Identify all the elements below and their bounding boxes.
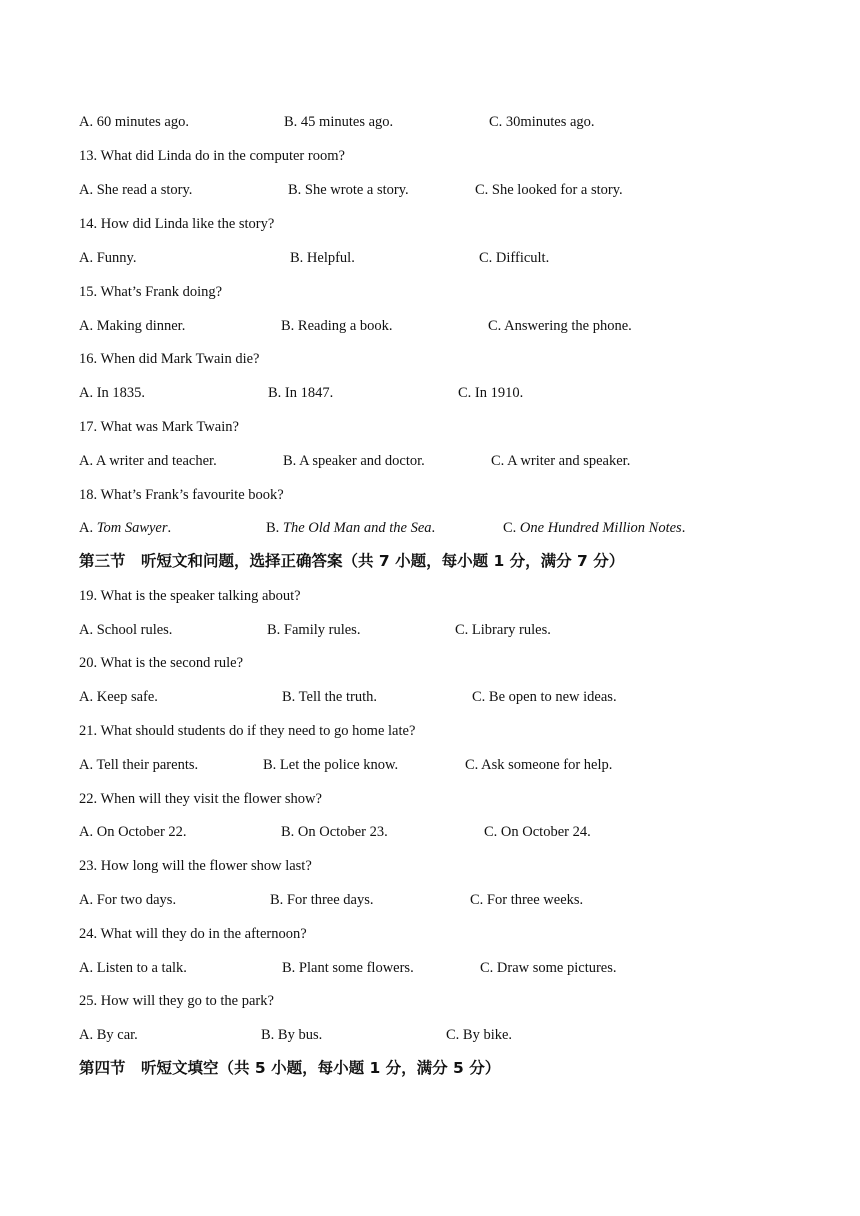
- option-a: A. Making dinner.: [79, 318, 186, 334]
- option-a: A. She read a story.: [79, 182, 193, 198]
- option-b: B. Helpful.: [290, 250, 355, 266]
- question-19: 19. What is the speaker talking about?: [79, 588, 301, 604]
- question-17: 17. What was Mark Twain?: [79, 419, 239, 435]
- option-a: A. Keep safe.: [79, 689, 158, 705]
- option-c: C. A writer and speaker.: [491, 453, 631, 469]
- option-a: A. By car.: [79, 1027, 138, 1043]
- option-b: B. Plant some flowers.: [282, 960, 414, 976]
- option-b: B. A speaker and doctor.: [283, 453, 425, 469]
- question-16: 16. When did Mark Twain die?: [79, 351, 260, 367]
- option-b: B. 45 minutes ago.: [284, 114, 394, 130]
- question-25: 25. How will they go to the park?: [79, 993, 274, 1009]
- option-a: A. A writer and teacher.: [79, 453, 217, 469]
- question-20: 20. What is the second rule?: [79, 655, 244, 671]
- option-b: B. Let the police know.: [263, 757, 399, 773]
- question-15: 15. What’s Frank doing?: [79, 284, 223, 300]
- book-title: The Old Man and the Sea: [282, 520, 432, 536]
- question-14: 14. How did Linda like the story?: [79, 216, 275, 232]
- option-a: A. 60 minutes ago.: [79, 114, 189, 130]
- option-c: C. Answering the phone.: [488, 318, 632, 334]
- option-a: A. For two days.: [79, 892, 177, 908]
- book-title: Tom Sawyer: [96, 520, 168, 536]
- question-18: 18. What’s Frank’s favourite book?: [79, 487, 284, 503]
- question-23: 23. How long will the flower show last?: [79, 858, 312, 874]
- question-13: 13. What did Linda do in the computer room?: [79, 148, 345, 164]
- question-21: 21. What should students do if they need to go home late?: [79, 723, 416, 739]
- option-b: B. By bus.: [261, 1027, 323, 1043]
- book-title: One Hundred Million Notes: [519, 520, 682, 536]
- option-b: B. For three days.: [270, 892, 374, 908]
- option-c: C. She looked for a story.: [475, 182, 623, 198]
- option-a: A. Tom Sawyer.: [79, 520, 172, 536]
- option-a: A. Listen to a talk.: [79, 960, 187, 976]
- option-b: B. The Old Man and the Sea.: [266, 520, 436, 536]
- option-b: B. In 1847.: [268, 385, 334, 401]
- option-b: B. She wrote a story.: [288, 182, 409, 198]
- question-22: 22. When will they visit the flower show?: [79, 791, 322, 807]
- option-c: C. On October 24.: [484, 824, 591, 840]
- option-c: C. By bike.: [446, 1027, 513, 1043]
- option-b: B. Family rules.: [267, 622, 361, 638]
- option-c: C. Ask someone for help.: [465, 757, 613, 773]
- option-c: C. Difficult.: [479, 250, 550, 266]
- option-c: C. Be open to new ideas.: [472, 689, 617, 705]
- question-24: 24. What will they do in the afternoon?: [79, 926, 307, 942]
- option-b: B. Tell the truth.: [282, 689, 377, 705]
- option-b: B. On October 23.: [281, 824, 388, 840]
- option-c: C. For three weeks.: [470, 892, 584, 908]
- option-c: C. In 1910.: [458, 385, 524, 401]
- option-c: C. Draw some pictures.: [480, 960, 617, 976]
- option-a: A. Tell their parents.: [79, 757, 199, 773]
- option-c: C. One Hundred Million Notes.: [503, 520, 686, 536]
- section-3-heading: 第三节 听短文和问题，选择正确答案（共 7 小题，每小题 1 分，满分 7 分）: [79, 552, 625, 570]
- option-a: A. School rules.: [79, 622, 173, 638]
- option-a: A. Funny.: [79, 250, 137, 266]
- option-a: A. On October 22.: [79, 824, 187, 840]
- option-c: C. 30minutes ago.: [489, 114, 595, 130]
- option-c: C. Library rules.: [455, 622, 551, 638]
- option-a: A. In 1835.: [79, 385, 146, 401]
- section-4-heading: 第四节 听短文填空（共 5 小题，每小题 1 分，满分 5 分）: [79, 1059, 501, 1077]
- option-b: B. Reading a book.: [281, 318, 393, 334]
